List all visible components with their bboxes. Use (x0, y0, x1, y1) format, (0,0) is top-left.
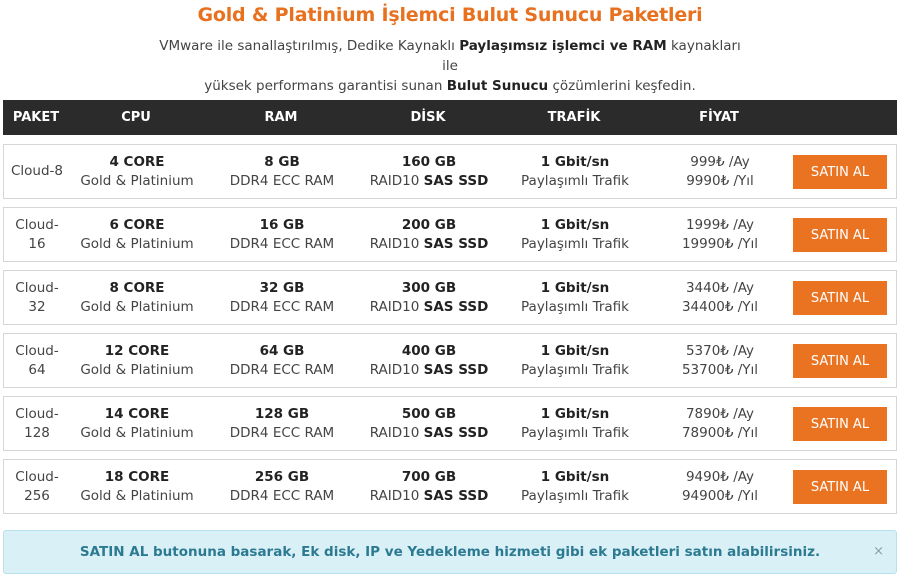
disk-cell (360, 208, 498, 261)
cpu-cores: 18 CORE (104, 468, 170, 485)
disk-cell (360, 460, 498, 513)
buy-button[interactable]: SATIN AL (793, 218, 887, 252)
traffic-speed: 1 Gbit/sn (540, 216, 610, 233)
cpu-cell (70, 145, 204, 198)
traffic-type: Paylaşımlı Trafik (521, 298, 629, 315)
price-monthly: 7890₺ /Ay (685, 405, 755, 422)
cpu-type: Gold & Platinium (80, 487, 194, 504)
cpu-cores: 12 CORE (104, 342, 170, 359)
traffic-speed: 1 Gbit/sn (540, 153, 610, 170)
disk-size: 300 GB (401, 279, 457, 296)
ram-size: 8 GB (264, 153, 300, 170)
disk-ssd: SAS SSD (423, 361, 489, 378)
traffic-type: Paylaşımlı Trafik (521, 361, 629, 378)
traffic-cell (508, 145, 642, 198)
ram-cell (214, 397, 350, 450)
ram-size: 128 GB (254, 405, 310, 422)
traffic-type: Paylaşımlı Trafik (521, 424, 629, 441)
disk-type (370, 361, 489, 380)
price-yearly: 9990₺ /Yıl (686, 172, 754, 189)
disk-size: 200 GB (401, 216, 457, 233)
price-cell (652, 145, 788, 198)
disk-ssd: SAS SSD (423, 235, 489, 252)
disk-raid: RAID10 (369, 172, 424, 189)
traffic-type: Paylaşımlı Trafik (521, 172, 629, 189)
traffic-speed: 1 Gbit/sn (540, 405, 610, 422)
buy-button[interactable]: SATIN AL (793, 281, 887, 315)
cpu-type: Gold & Platinium (80, 361, 194, 378)
package-name-line1: Cloud- (15, 279, 59, 296)
traffic-type: Paylaşımlı Trafik (521, 487, 629, 504)
table-row (3, 270, 897, 325)
disk-cell (360, 397, 498, 450)
price-yearly: 78900₺ /Yıl (681, 424, 759, 441)
disk-ssd: SAS SSD (423, 172, 489, 189)
ram-type: DDR4 ECC RAM (229, 235, 335, 252)
ram-cell (214, 145, 350, 198)
package-name (4, 271, 70, 324)
disk-cell (360, 271, 498, 324)
price-monthly: 3440₺ /Ay (685, 279, 755, 296)
price-monthly: 5370₺ /Ay (685, 342, 755, 359)
disk-size: 700 GB (401, 468, 457, 485)
package-name-line2: 128 (24, 424, 50, 441)
traffic-speed: 1 Gbit/sn (540, 279, 610, 296)
disk-type (370, 172, 489, 191)
price-yearly: 34400₺ /Yıl (681, 298, 759, 315)
disk-raid: RAID10 (369, 298, 424, 315)
package-name-line2: 16 (28, 235, 46, 252)
info-alert (3, 530, 897, 574)
subtitle-highlight: Paylaşımsız işlemci ve RAM (459, 38, 667, 54)
subtitle-highlight: Bulut Sunucu (446, 78, 549, 94)
subtitle-text: kaynakları ile (442, 38, 741, 74)
disk-size: 500 GB (401, 405, 457, 422)
price-cell (652, 271, 788, 324)
price-yearly: 94900₺ /Yıl (681, 487, 759, 504)
package-name-line1: Cloud- (15, 405, 59, 422)
ram-type: DDR4 ECC RAM (229, 361, 335, 378)
disk-cell (360, 145, 498, 198)
traffic-type: Paylaşımlı Trafik (521, 235, 629, 252)
package-name-line2: 32 (28, 298, 46, 315)
traffic-cell (508, 334, 642, 387)
ram-size: 16 GB (259, 216, 305, 233)
ram-type: DDR4 ECC RAM (229, 172, 335, 189)
disk-raid: RAID10 (369, 361, 424, 378)
disk-type (370, 487, 489, 506)
column-header-ram: RAM (264, 110, 298, 125)
price-yearly: 19990₺ /Yıl (681, 235, 759, 252)
close-icon[interactable]: × (873, 544, 884, 559)
buy-button[interactable]: SATIN AL (793, 155, 887, 189)
cpu-cores: 14 CORE (104, 405, 170, 422)
alert-message: SATIN AL butonuna basarak, Ek disk, IP ve Yedekleme hizmeti gibi ek paketleri satın alabilirsiniz. (79, 544, 821, 560)
price-monthly: 9490₺ /Ay (685, 468, 755, 485)
ram-cell (214, 460, 350, 513)
traffic-cell (508, 208, 642, 261)
disk-raid: RAID10 (369, 235, 424, 252)
table-row (3, 207, 897, 262)
price-cell (652, 460, 788, 513)
package-name (4, 460, 70, 513)
traffic-cell (508, 271, 642, 324)
table-row (3, 396, 897, 451)
price-cell (652, 334, 788, 387)
disk-type (370, 298, 489, 317)
traffic-speed: 1 Gbit/sn (540, 342, 610, 359)
column-header-disk: DİSK (410, 110, 446, 125)
buy-button[interactable]: SATIN AL (793, 344, 887, 378)
disk-ssd: SAS SSD (423, 487, 489, 504)
package-name-line2: 64 (28, 361, 46, 378)
cpu-cores: 6 CORE (109, 216, 165, 233)
table-row (3, 459, 897, 514)
package-name-line1: Cloud- (15, 468, 59, 485)
disk-ssd: SAS SSD (423, 424, 489, 441)
ram-size: 256 GB (254, 468, 310, 485)
column-header-package: PAKET (12, 110, 60, 125)
price-yearly: 53700₺ /Yıl (681, 361, 759, 378)
ram-size: 64 GB (259, 342, 305, 359)
cpu-type: Gold & Platinium (80, 172, 194, 189)
package-name-line1: Cloud- (15, 342, 59, 359)
ram-type: DDR4 ECC RAM (229, 487, 335, 504)
disk-raid: RAID10 (369, 424, 424, 441)
disk-size: 160 GB (401, 153, 457, 170)
cpu-cores: 8 CORE (109, 279, 165, 296)
traffic-cell (508, 397, 642, 450)
subtitle-text: çözümlerini keşfedin. (548, 78, 696, 94)
ram-cell (214, 334, 350, 387)
disk-ssd: SAS SSD (423, 298, 489, 315)
cpu-type: Gold & Platinium (80, 235, 194, 252)
cpu-cell (70, 271, 204, 324)
package-name-line2: 256 (24, 487, 50, 504)
disk-cell (360, 334, 498, 387)
column-header-cpu: CPU (121, 110, 151, 125)
package-name (4, 397, 70, 450)
page-title: Gold & Platinium İşlemci Bulut Sunucu Paketleri (197, 4, 703, 26)
column-header-price: FİYAT (699, 110, 739, 125)
disk-raid: RAID10 (369, 487, 424, 504)
ram-cell (214, 208, 350, 261)
cpu-cell (70, 208, 204, 261)
disk-size: 400 GB (401, 342, 457, 359)
cpu-cell (70, 334, 204, 387)
package-name (4, 145, 70, 198)
ram-type: DDR4 ECC RAM (229, 298, 335, 315)
package-name-line1: Cloud-8 (10, 163, 64, 179)
table-row (3, 333, 897, 388)
table-row (3, 144, 897, 199)
column-header-traffic: TRAFİK (547, 110, 601, 125)
package-name (4, 208, 70, 261)
cpu-cell (70, 460, 204, 513)
traffic-speed: 1 Gbit/sn (540, 468, 610, 485)
disk-type (370, 235, 489, 254)
buy-button[interactable]: SATIN AL (793, 470, 887, 504)
buy-button[interactable]: SATIN AL (793, 407, 887, 441)
price-cell (652, 208, 788, 261)
ram-cell (214, 271, 350, 324)
disk-type (370, 424, 489, 443)
traffic-cell (508, 460, 642, 513)
cpu-type: Gold & Platinium (80, 298, 194, 315)
table-header (3, 100, 897, 135)
ram-size: 32 GB (259, 279, 305, 296)
subtitle-text: VMware ile sanallaştırılmış, Dedike Kaynaklı (159, 38, 460, 54)
price-monthly: 999₺ /Ay (690, 153, 750, 170)
cpu-cell (70, 397, 204, 450)
price-monthly: 1999₺ /Ay (685, 216, 755, 233)
ram-type: DDR4 ECC RAM (229, 424, 335, 441)
page-subtitle (150, 36, 750, 96)
package-name-line1: Cloud- (15, 216, 59, 233)
package-name (4, 334, 70, 387)
price-cell (652, 397, 788, 450)
subtitle-text: yüksek performans garantisi sunan (204, 78, 447, 94)
cpu-type: Gold & Platinium (80, 424, 194, 441)
cpu-cores: 4 CORE (109, 153, 165, 170)
